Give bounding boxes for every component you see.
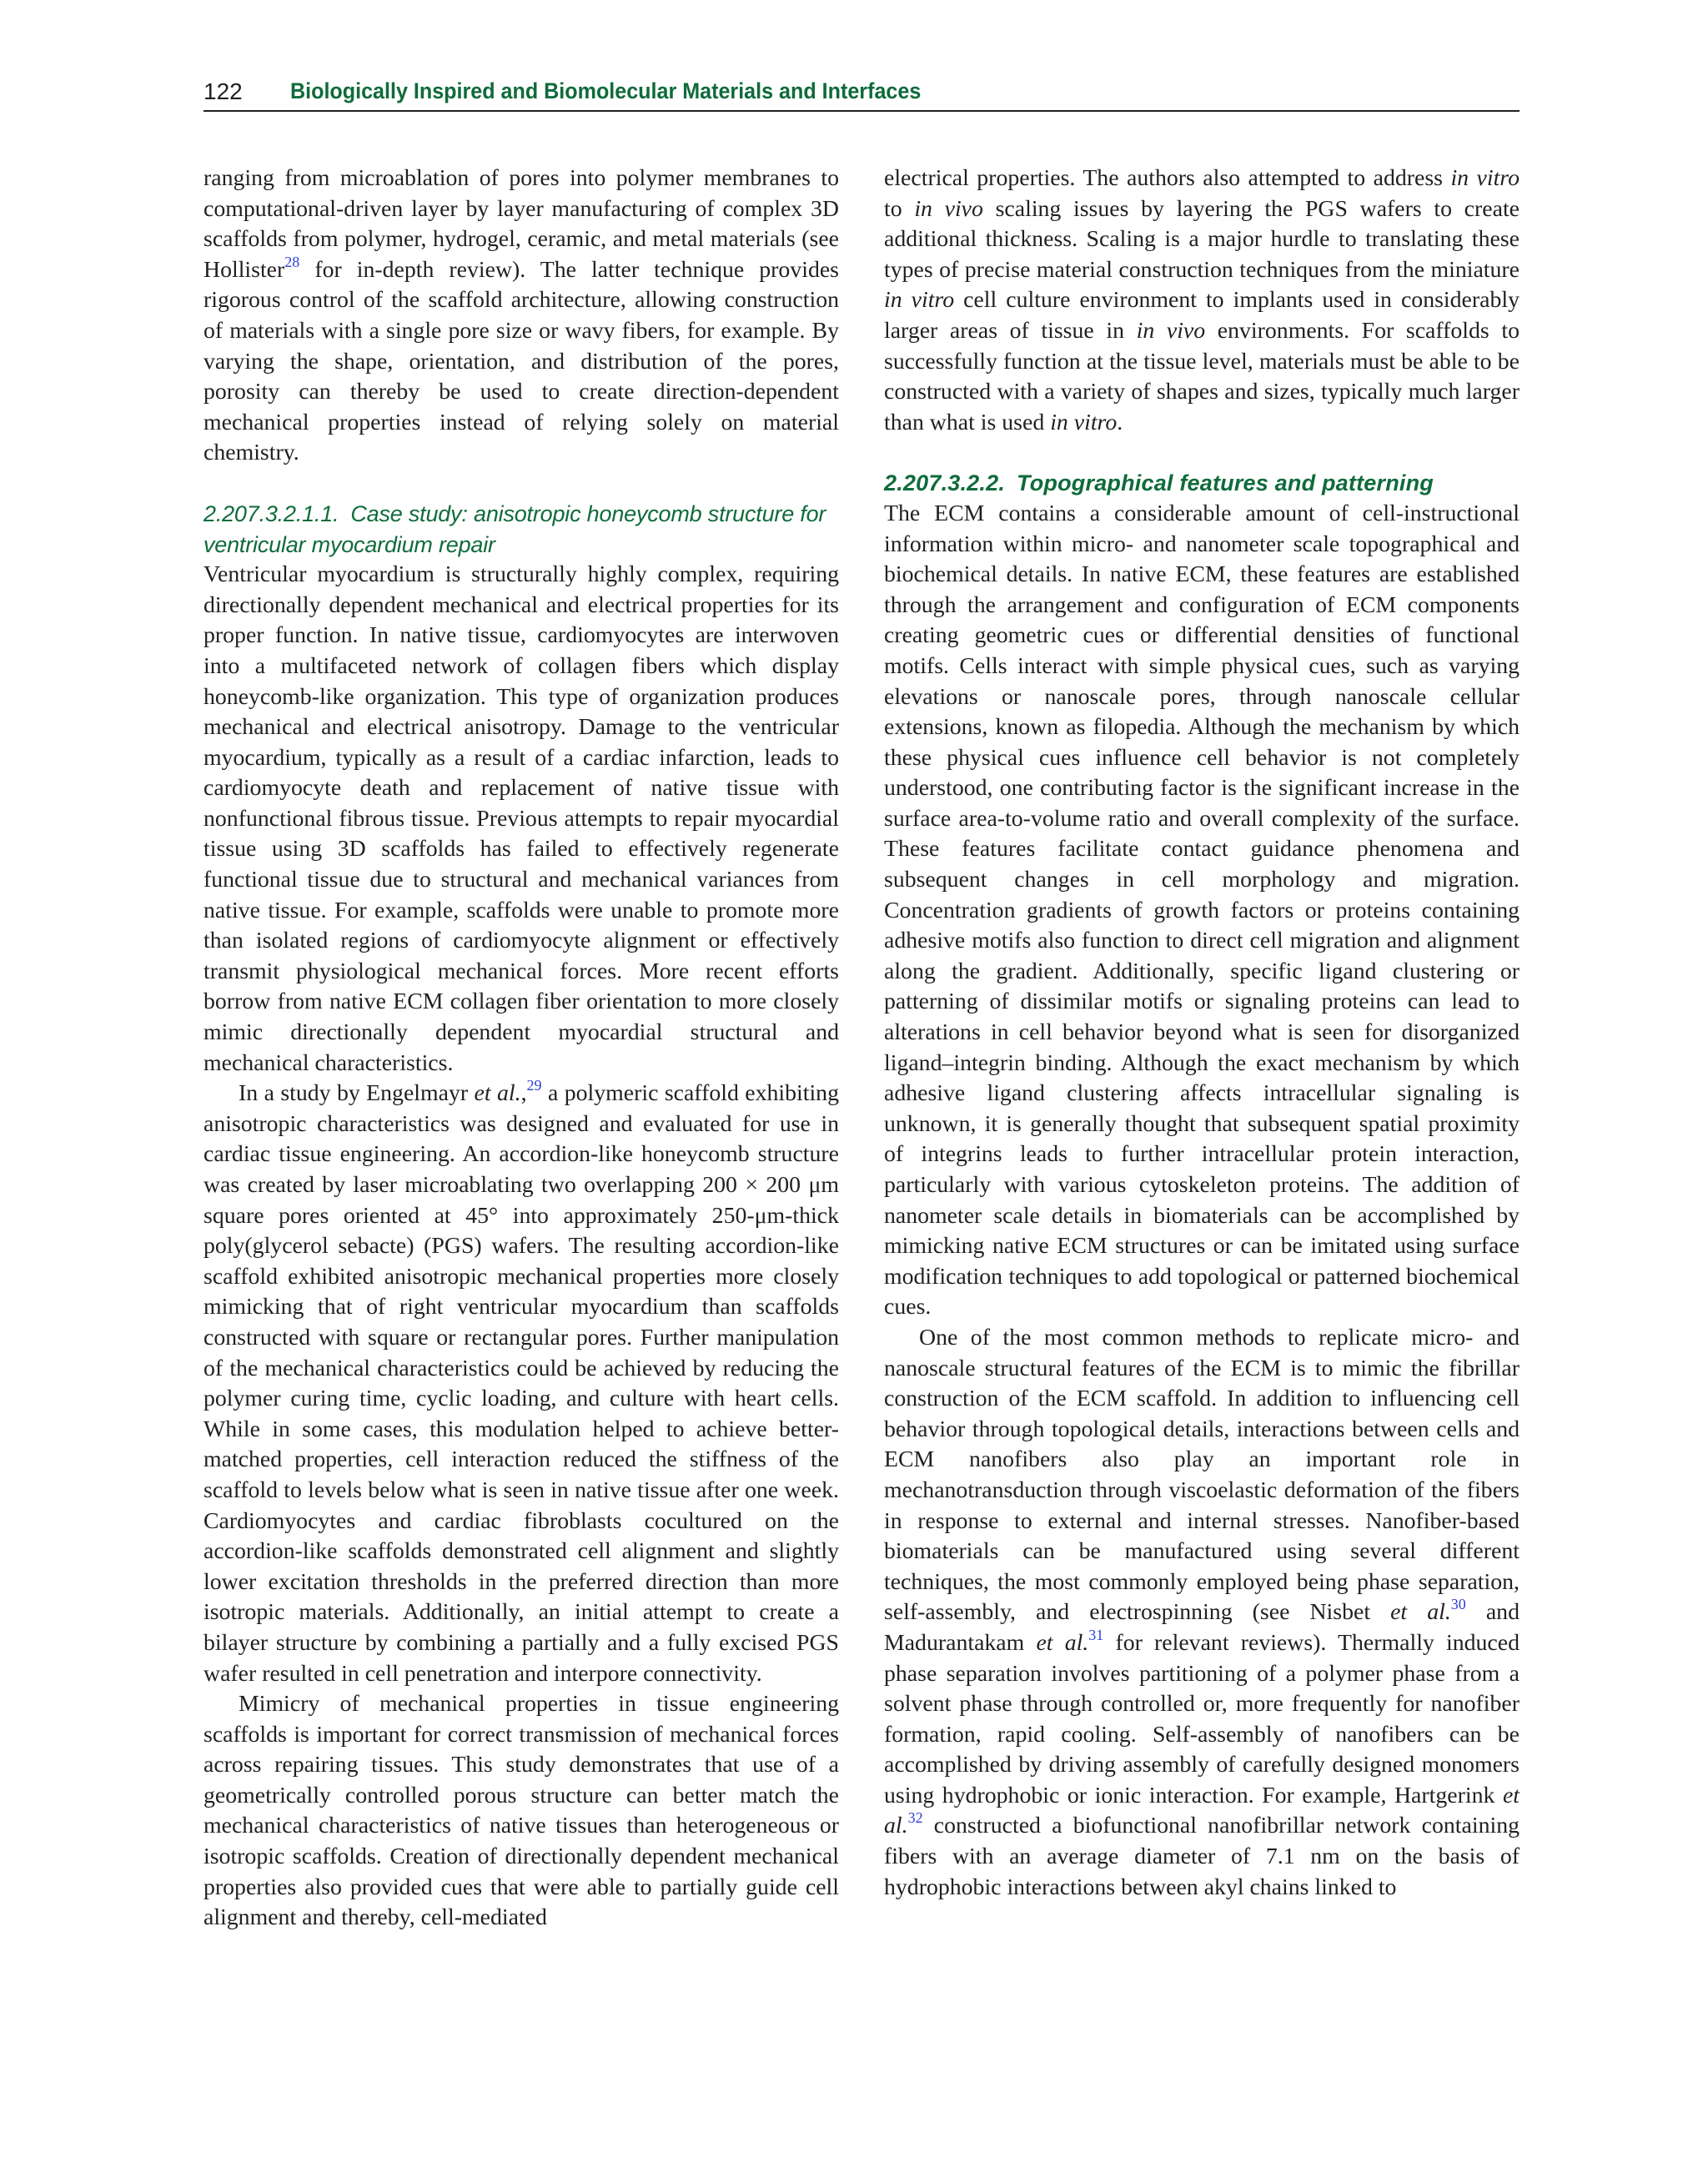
- paragraph: ranging from microablation of pores into polymer membranes to computational-driven layer by layer manufacturing of complex 3D scaffolds from polymer, hydrogel, ceramic, and metal materials (see Hollister$^{28}$ for in-depth review). The latter technique provides rigorous control of the scaffold architecture, allowing construction of materials with a single pore size or wavy fibers, for example. By varying the shape, orientation, and distribution of the pores, porosity can thereby be used to create direction-dependent mechanical properties instead of relying solely on material chemistry.: [203, 165, 839, 466]
- paragraph: Mimicry of mechanical properties in tissue engineering scaffolds is important for correct transmission of mechanical forces across repairing tissues. This study demonstrates that use of a geometrically controlled porous structure can better match the mechanical characteristics of native tissues than heterogeneous or isotropic scaffolds. Creation of directionally dependent mechanical properties also provided cues that were able to partially guide cell alignment and thereby, cell-mediated: [203, 1691, 839, 1931]
- citation-link[interactable]: 28: [284, 253, 300, 270]
- paragraph: Ventricular myocardium is structurally highly complex, requiring directionally dependent mechanical and electrical properties for its proper function. In native tissue, cardiomyocytes are interwoven into a multifaceted network of collagen fibers which display honeycomb-like organization. This type of organization produces mechanical and electrical anisotropy. Damage to the ventricular myocardium, typically as a result of a cardiac infarction, leads to cardiomyocyte death and replacement of native tissue with nonfunctional fibrous tissue. Previous attempts to repair myocardial tissue using 3D scaffolds has failed to effectively regenerate functional tissue due to structural and mechanical variances from native tissue. For example, scaffolds were unable to promote more than isolated regions of cardiomyocyte alignment or effectively transmit physiological mechanical forces. More recent efforts borrow from native ECM collagen fiber orientation to more closely mimic directionally dependent myocardial structural and mechanical characteristics.: [203, 561, 839, 1076]
- section-title: Case study: anisotropic honeycomb structure for ventricular myocardium repair: [203, 500, 826, 557]
- citation-link[interactable]: 30: [1450, 1596, 1466, 1613]
- section-heading: [884, 468, 1520, 499]
- right-column: [884, 163, 1520, 1903]
- left-column: [203, 163, 839, 1934]
- citation-link[interactable]: 29: [526, 1077, 542, 1094]
- page-number: 122: [203, 78, 243, 104]
- running-title: Biologically Inspired and Biomolecular Materials and Interfaces: [290, 78, 922, 103]
- section-heading: [203, 499, 839, 560]
- paragraph: In a study by Engelmayr et al.,$^{29}$ a polymeric scaffold exhibiting anisotropic characteristics was designed and evaluated for use in cardiac tissue engineering. An accordion-like honeycomb structure was created by laser microablating two overlapping 200 × 200 μm square pores oriented at 45° into approximately 250-μm-thick poly(glycerol sebacte) (PGS) wafers. The resulting accordion-like scaffold exhibited anisotropic mechanical properties more closely mimicking that of right ventricular myocardium than scaffolds constructed with square or rectangular pores. Further manipulation of the mechanical characteristics could be achieved by reducing the polymer curing time, cyclic loading, and culture with heart cells. While in some cases, this modulation helped to achieve better-matched properties, cell interaction reduced the stiffness of the scaffold to levels below what is seen in native tissue after one week. Cardiomyocytes and cardiac fibroblasts cocultured on the accordion-like scaffolds demonstrated cell alignment and slightly lower excitation thresholds in the preferred direction than more isotropic materials. Additionally, an initial attempt to create a bilayer structure by combining a partially and a fully excised PGS wafer resulted in cell penetration and interpore connectivity.: [203, 1077, 839, 1687]
- citation-link[interactable]: 32: [907, 1809, 923, 1827]
- paragraph: One of the most common methods to replicate micro- and nanoscale structural features of the ECM is to mimic the fibrillar construction of the ECM scaffold. In addition to influencing cell behavior through topological details, interactions between cells and ECM nanofibers also play an important role in mechanotransduction through viscoelastic deformation of the fibers in response to external and internal stresses. Nanofiber-based biomaterials can be manufactured using several different techniques, the most commonly employed being phase separation, self-assembly, and electrospinning (see Nisbet et al.$^{30}$ and Madurantakam et al.$^{31}$ for relevant reviews). Thermally induced phase separation involves partitioning of a polymer phase from a solvent phase through controlled or, more frequently for nanofiber formation, rapid cooling. Self-assembly of nanofibers can be accomplished by driving assembly of carefully designed monomers using hydrophobic or ionic interaction. For example, Hartgerink et al.$^{32}$ constructed a biofunctional nanofibrillar network containing fibers with an average diameter of 7.1 nm on the basis of hydrophobic interactions between akyl chains linked to: [884, 1324, 1520, 1900]
- citation-link[interactable]: 31: [1088, 1626, 1104, 1643]
- running-header: [203, 78, 1520, 112]
- section-number: 2.207.3.2.1.1.: [203, 500, 339, 526]
- paragraph: electrical properties. The authors also attempted to address in vitro to in vivo scaling issues by layering the PGS wafers to create additional thickness. Scaling is a major hurdle to translating these types of precise material construction techniques from the miniature in vitro cell culture environment to implants used in considerably larger areas of tissue in in vivo environments. For scaffolds to successfully function at the tissue level, materials must be able to be constructed with a variety of shapes and sizes, typically much larger than what is used in vitro.: [884, 165, 1520, 435]
- section-title: Topographical features and patterning: [1017, 470, 1434, 496]
- section-number: 2.207.3.2.2.: [884, 470, 1006, 496]
- paragraph: The ECM contains a considerable amount of cell-instructional information within micro- and nanometer scale topographical and biochemical details. In native ECM, these features are established through the arrangement and configuration of ECM components creating geometric cues or differential densities of functional motifs. Cells interact with simple physical cues, such as varying elevations or nanoscale pores, through nanoscale cellular extensions, known as filopedia. Although the mechanism by which these physical cues influence cell behavior is not completely understood, one contributing factor is the significant increase in the surface area-to-volume ratio and overall complexity of the surface. These features facilitate contact guidance phenomena and subsequent changes in cell morphology and migration. Concentration gradients of growth factors or proteins containing adhesive motifs also function to direct cell migration and alignment along the gradient. Additionally, specific ligand clustering or patterning of dissimilar motifs or signaling proteins can lead to alterations in cell behavior beyond what is seen for disorganized ligand–integrin binding. Although the exact mechanism by which adhesive ligand clustering affects intracellular signaling is unknown, it is generally thought that subsequent spatial proximity of integrins leads to further intracellular protein interaction, particularly with various cytoskeleton proteins. The addition of nanometer scale details in biomaterials can be accomplished by mimicking native ECM structures or can be imitated using surface modification techniques to add topological or patterned biochemical cues.: [884, 500, 1520, 1320]
